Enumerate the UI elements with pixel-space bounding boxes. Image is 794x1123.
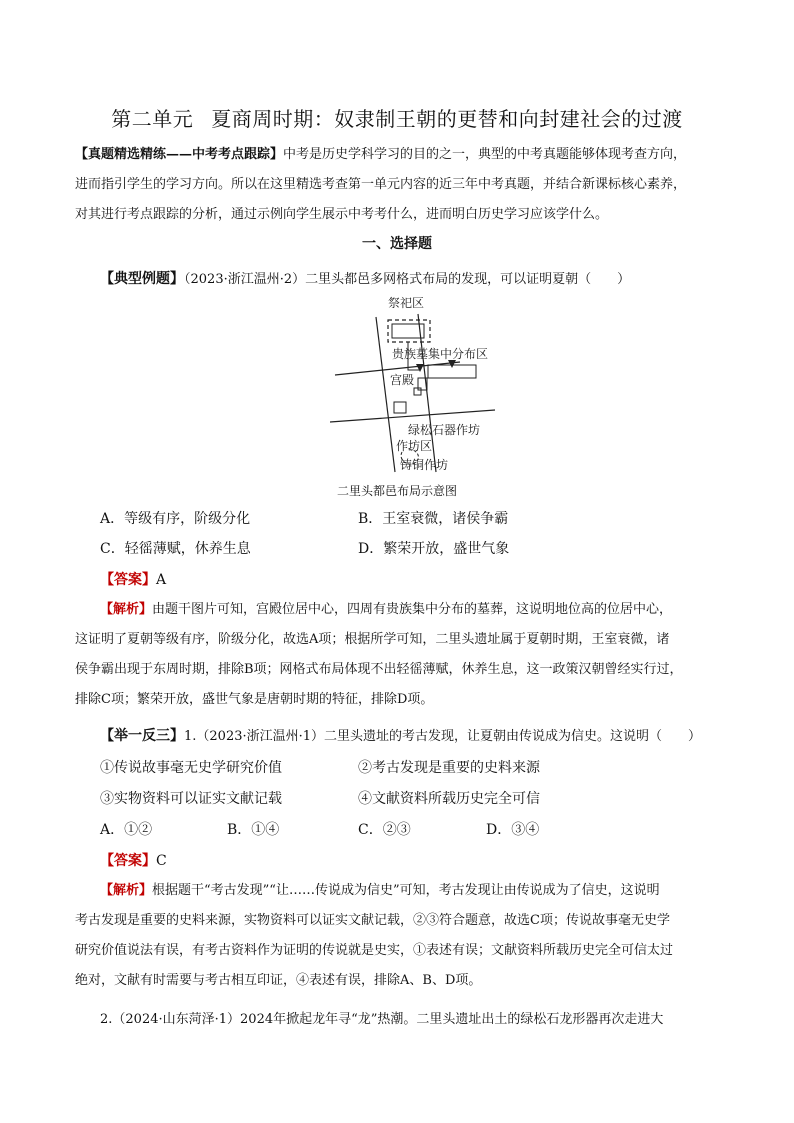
section-title: 一、选择题 <box>362 236 432 252</box>
intro-text-1: 中考是历史学科学习的目的之一，典型的中考真题能够体现考查方向， <box>283 147 687 162</box>
example-option-b: B．王室衰微，诸侯争霸 <box>358 511 509 527</box>
map-label-palace: 宫殿 <box>390 373 415 387</box>
intro-line-1 <box>75 140 735 170</box>
map-arrow-head-2 <box>448 360 456 368</box>
intro-label: 【真题精选精练——中考考点跟踪】 <box>75 147 284 162</box>
example-option-a: A．等级有序，阶级分化 <box>100 511 251 527</box>
practice-analysis-line-2: 考古发现是重要的史料来源，实物资料可以证实文献记载，②③符合题意，故选C项；传说故事毫无史学 <box>75 913 670 928</box>
example-stem-text: （2023·浙江温州·2）二里头都邑多网格式布局的发现，可以证明夏朝（ ） <box>184 272 631 287</box>
practice-answer-label: 【答案】 <box>100 853 156 869</box>
intro-paragraph <box>75 140 735 230</box>
example-option-d: D．繁荣开放，盛世气象 <box>358 541 510 557</box>
erlitou-map <box>330 292 500 502</box>
example-answer <box>100 569 760 589</box>
map-label-bronze: 铸铜作坊 <box>400 458 449 472</box>
practice-q1-stem <box>100 725 760 745</box>
title-topic: 夏商周时期：奴隶制王朝的更替和向封建社会的过渡 <box>211 107 683 131</box>
example-analysis-label: 【解析】 <box>100 602 153 617</box>
practice-analysis-line-4: 绝对，文献有时需要与考古相互印证，④表述有误，排除A、B、D项。 <box>75 973 482 988</box>
example-analysis-line-1 <box>75 595 735 625</box>
map-label-sacrifice: 祭祀区 <box>388 296 425 310</box>
practice-analysis-line-3: 研究价值说法有误，有考古资料作为证明的传说就是史实，①表述有误；文献资料所载历史完全可信太过 <box>75 943 674 958</box>
practice-analysis-text-1: 根据题干“考古发现”“让……传说成为信史”可知，考古发现让由传说成为了信史，这说明 <box>152 883 660 898</box>
practice-label: 【举一反三】 <box>100 728 184 744</box>
example-option-c: C．轻徭薄赋，休养生息 <box>100 541 251 557</box>
map-road-left <box>376 317 395 472</box>
example-stem <box>100 268 760 288</box>
practice-option-a: A．①② <box>100 822 153 838</box>
intro-line-2: 进而指引学生的学习方向。所以在这里精选考查第一单元内容的近三年中考真题，并结合新课标核心素养， <box>75 177 687 192</box>
page-title <box>0 103 794 132</box>
practice-analysis <box>75 876 735 996</box>
practice-q2-stem: 2.（2024·山东菏泽·1）2024年掀起龙年寻“龙”热潮。二里头遗址出土的绿松石龙形器再次走进大 <box>100 1012 664 1027</box>
example-answer-label: 【答案】 <box>100 572 156 588</box>
map-label-noble-tombs: 贵族墓集中分布区 <box>392 347 489 361</box>
practice-option-c: C．②③ <box>358 822 411 838</box>
statement-4: ④文献资料所载历史完全可信 <box>358 791 540 807</box>
practice-analysis-label: 【解析】 <box>100 883 153 898</box>
map-arrow-head <box>416 364 424 372</box>
statement-1: ①传说故事毫无史学研究价值 <box>100 760 282 776</box>
example-answer-value: A <box>156 572 167 588</box>
map-caption: 二里头都邑布局示意图 <box>336 484 457 498</box>
example-label: 【典型例题】 <box>100 271 184 287</box>
example-analysis-line-3: 侯争霸出现于东周时期，排除B项；网格式布局体现不出轻徭薄赋，休养生息，这一政策汉朝曾经实行过， <box>75 662 683 677</box>
practice-option-d: D．③④ <box>486 822 540 838</box>
practice-answer-value: C <box>156 853 167 869</box>
map-label-turquoise: 绿松石器作坊 <box>408 423 481 437</box>
intro-line-3: 对其进行考点跟踪的分析，通过示例向学生展示中考考什么，进而明白历史学习应该学什么。 <box>75 207 609 222</box>
example-analysis-line-2: 这证明了夏朝等级有序，阶级分化，故选A项；根据所学可知，二里头遗址属于夏朝时期，王室衰微，诸 <box>75 632 670 647</box>
statement-3: ③实物资料可以证实文献记载 <box>100 791 282 807</box>
title-unit: 第二单元 <box>111 107 194 131</box>
example-analysis-text-1: 由题干图片可知，宫殿位居中心，四周有贵族集中分布的墓葬，这说明地位高的位居中心， <box>152 602 673 617</box>
example-analysis <box>75 595 735 715</box>
statement-2: ②考古发现是重要的史料来源 <box>358 760 540 776</box>
practice-option-b: B．①④ <box>227 822 280 838</box>
practice-q1-text: 1.（2023·浙江温州·1）二里头遗址的考古发现，让夏朝由传说成为信史。这说明（ ） <box>184 729 702 744</box>
practice-analysis-line-1 <box>75 876 735 906</box>
practice-answer <box>100 850 760 870</box>
map-road-h2 <box>330 410 495 422</box>
map-label-workshop: 作坊区 <box>396 439 433 453</box>
example-analysis-line-4: 排除C项；繁荣开放，盛世气象是唐朝时期的特征，排除D项。 <box>75 692 434 707</box>
map-palace-3 <box>394 402 406 413</box>
